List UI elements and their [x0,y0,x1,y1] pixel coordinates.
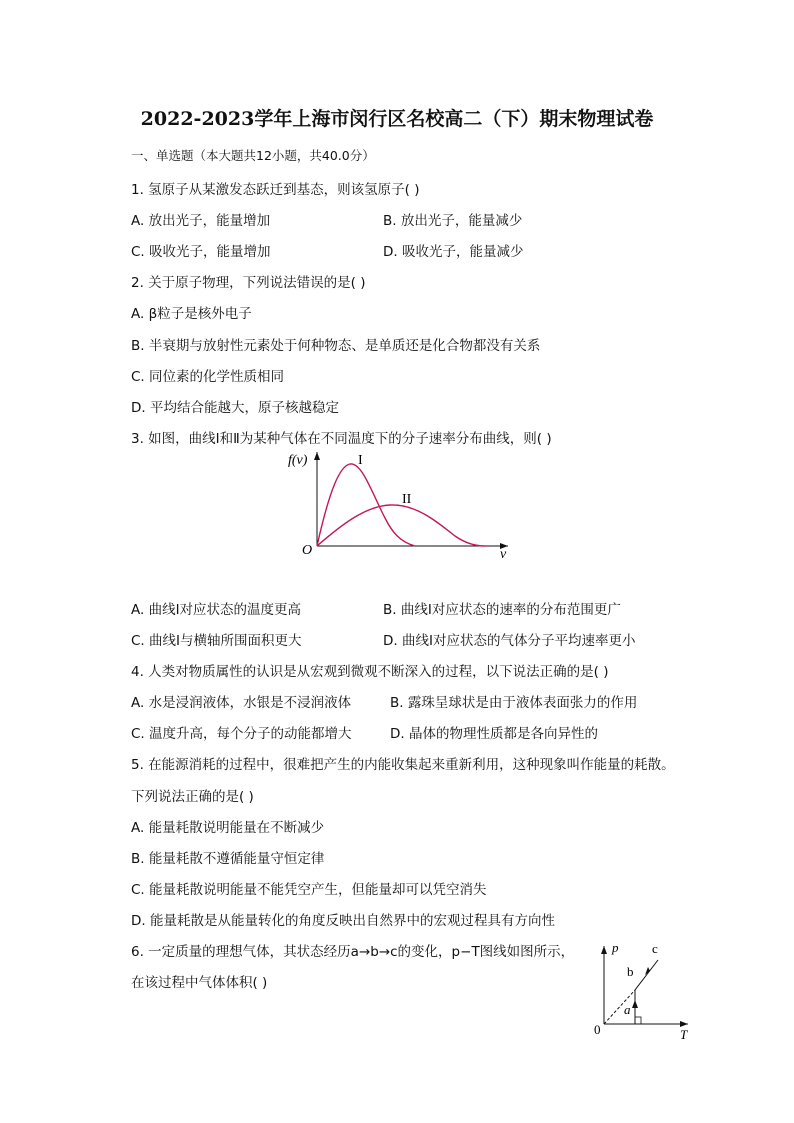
question-4-option-a: A. 水是浸润液体，水银是不浸润液体 [131,695,352,711]
right-angle-mark [635,1017,641,1024]
question-2-option-d: D. 平均结合能越大，原子核越稳定 [131,400,339,416]
origin-label: 0 [594,1022,601,1037]
question-1-option-b: B. 放出光子，能量减少 [383,213,523,229]
question-5-option-c: C. 能量耗散说明能量不能凭空产生，但能量却可以凭空消失 [131,882,487,898]
question-5-option-a: A. 能量耗散说明能量在不断减少 [131,820,325,836]
section-heading: 一、单选题（本大题共12小题，共40.0分） [131,148,375,163]
question-3-option-a: A. 曲线Ⅰ对应状态的温度更高 [131,602,302,618]
segment-b-c [635,960,658,990]
origin-label: O [302,543,313,558]
y-axis-label: f(v) [288,453,308,468]
question-1-option-c: C. 吸收光子，能量增加 [131,244,271,260]
p-t-figure [590,938,700,1043]
point-b-label: b [627,964,634,979]
question-1-option-a: A. 放出光子，能量增加 [131,213,271,229]
question-1-option-d: D. 吸收光子，能量减少 [383,244,524,260]
y-axis-arrow [314,452,320,460]
question-1-stem: 1. 氢原子从某激发态跃迁到基态，则该氢原子( ) [131,182,420,198]
t-axis-label: T [680,1027,688,1042]
point-a-label: a [624,1002,631,1017]
question-3-option-c: C. 曲线Ⅰ与横轴所围面积更大 [131,633,302,649]
curve-ii-label: II [402,492,412,507]
point-c-label: c [652,941,658,956]
x-axis-label: v [500,547,507,562]
question-3-stem: 3. 如图，曲线Ⅰ和Ⅱ为某种气体在不同温度下的分子速率分布曲线，则( ) [131,431,552,447]
question-5-option-b: B. 能量耗散不遵循能量守恒定律 [131,851,325,867]
question-2-option-b: B. 半衰期与放射性元素处于何种物态、是单质还是化合物都没有关系 [131,338,541,354]
question-2-stem: 2. 关于原子物理，下列说法错误的是( ) [131,275,366,291]
a-b-arrow [632,1000,638,1008]
question-5-stem-line-1: 5. 在能源消耗的过程中，很难把产生的内能收集起来重新利用，这种现象叫作能量的耗散。 [131,757,675,773]
speed-distribution-figure [280,448,520,563]
question-4-option-d: D. 晶体的物理性质都是各向异性的 [390,726,598,742]
curve-i-label: I [358,453,363,468]
question-6-stem-line-2: 在该过程中气体体积( ) [131,975,268,991]
question-4-stem: 4. 人类对物质属性的认识是从宏观到微观不断深入的过程，以下说法正确的是( ) [131,664,609,680]
p-axis-arrow [601,946,607,954]
question-2-option-a: A. β粒子是核外电子 [131,306,252,322]
question-3-option-d: D. 曲线Ⅰ对应状态的气体分子平均速率更小 [383,633,636,649]
question-5-stem-line-2: 下列说法正确的是( ) [131,789,254,805]
question-4-option-b: B. 露珠呈球状是由于液体表面张力的作用 [390,695,638,711]
p-axis-label: p [612,940,619,955]
question-4-option-c: C. 温度升高，每个分子的动能都增大 [131,726,352,742]
question-6-stem-line-1: 6. 一定质量的理想气体，其状态经历a→b→c的变化，p−T图线如图所示， [131,944,575,960]
question-5-option-d: D. 能量耗散是从能量转化的角度反映出自然界中的宏观过程具有方向性 [131,913,555,929]
question-2-option-c: C. 同位素的化学性质相同 [131,369,285,385]
question-3-option-b: B. 曲线Ⅰ对应状态的速率的分布范围更广 [383,602,621,618]
page-title: 2022-2023学年上海市闵行区名校高二（下）期末物理试卷 [140,108,654,130]
